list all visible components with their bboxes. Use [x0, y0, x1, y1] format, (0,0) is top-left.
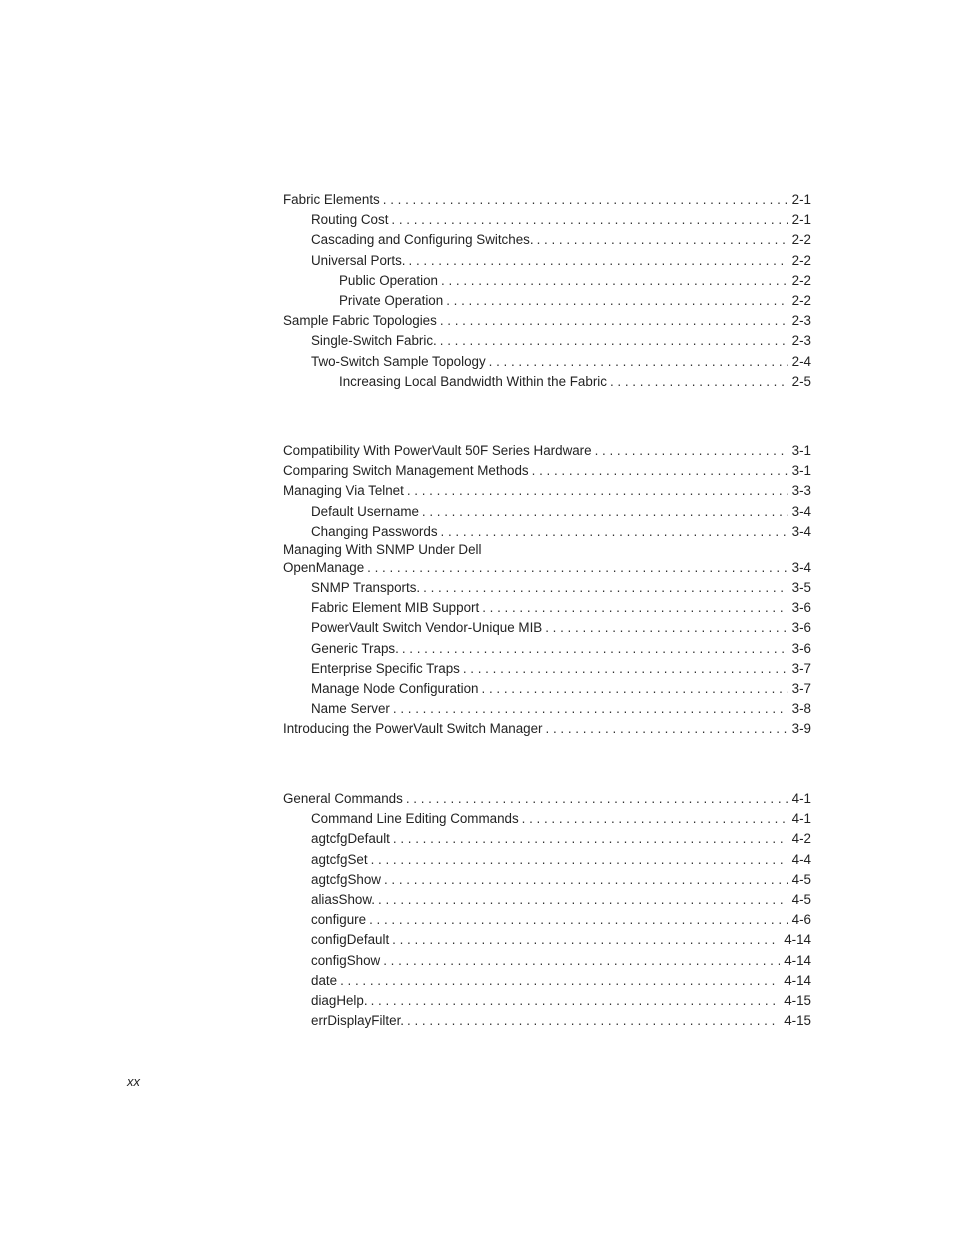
toc-entry-title: Managing Via Telnet: [283, 483, 404, 499]
toc-entry-page: 4-5: [791, 871, 811, 887]
toc-entry-title: Introducing the PowerVault Switch Manager: [283, 721, 543, 737]
dot-leader: [546, 719, 788, 739]
toc-entry-title: General Commands: [283, 791, 403, 806]
dot-leader: [545, 618, 787, 638]
dot-leader: [537, 230, 788, 250]
toc-entry[interactable]: [283, 971, 811, 991]
toc-entry-title: diagHelp.: [311, 992, 368, 1008]
dot-leader: [391, 210, 787, 230]
toc-entry[interactable]: [283, 991, 811, 1011]
toc-entry-page: 4-14: [784, 952, 811, 968]
toc-entry-page: 2-1: [791, 192, 811, 207]
toc-entry-title: errDisplayFilter.: [311, 1013, 405, 1029]
toc-entry[interactable]: [283, 829, 811, 849]
dot-leader: [595, 441, 788, 461]
dot-leader: [371, 850, 788, 870]
toc-entry[interactable]: [283, 1011, 811, 1031]
toc-entry-page: 2-1: [791, 212, 811, 228]
toc-entry-title: Default Username: [311, 503, 419, 519]
toc-entry-title-line1: Managing With SNMP Under Dell: [283, 541, 482, 557]
dot-leader: [371, 991, 781, 1011]
toc-entry-title: aliasShow.: [311, 891, 376, 907]
toc-entry-title: agtcfgShow: [311, 871, 381, 887]
dot-leader: [383, 190, 788, 210]
dot-leader: [407, 481, 788, 501]
toc-entry-title: Changing Passwords: [311, 523, 438, 539]
dot-leader: [402, 639, 788, 659]
toc-entry[interactable]: [283, 291, 811, 311]
toc-entry-page: 3-1: [791, 443, 811, 458]
dot-leader: [441, 522, 788, 542]
dot-leader: [441, 271, 788, 291]
dot-leader: [393, 699, 788, 719]
toc-entry[interactable]: [283, 679, 811, 699]
toc-entry-title: Command Line Editing Commands: [311, 811, 519, 827]
toc-entry-page: 4-5: [791, 891, 811, 907]
dot-leader: [489, 352, 788, 372]
toc-entry-page: 3-6: [791, 620, 811, 636]
toc-entry-page: 2-2: [791, 272, 811, 288]
toc-entry-page: 3-4: [791, 503, 811, 519]
dot-leader: [367, 558, 787, 578]
toc-entry-page: 2-5: [791, 373, 811, 389]
toc-entry[interactable]: [283, 910, 811, 930]
dot-leader: [369, 910, 788, 930]
toc-entry-title: Generic Traps.: [311, 640, 399, 656]
toc-entry-page: 3-8: [791, 701, 811, 717]
toc-entry[interactable]: [283, 271, 811, 291]
toc-entry-title: Two-Switch Sample Topology: [311, 353, 486, 369]
dot-leader: [409, 251, 788, 271]
dot-leader: [446, 291, 787, 311]
toc-entry-page: 3-6: [791, 600, 811, 616]
toc-entry[interactable]: [283, 481, 811, 501]
dot-leader: [422, 502, 788, 522]
toc-section-3: [283, 441, 811, 739]
toc-entry-page: 2-4: [791, 353, 811, 369]
toc-entry-title: SNMP Transports.: [311, 579, 421, 595]
toc-entry[interactable]: [283, 578, 811, 598]
toc-entry[interactable]: [283, 210, 811, 230]
dot-leader: [440, 331, 788, 351]
toc-entry[interactable]: [283, 251, 811, 271]
toc-entry-title: OpenManage: [283, 559, 365, 575]
toc-entry[interactable]: [283, 522, 811, 542]
toc-entry[interactable]: [283, 441, 811, 461]
toc-entry[interactable]: [283, 659, 811, 679]
toc-entry[interactable]: [283, 230, 811, 250]
toc-entry-title: configDefault: [311, 932, 390, 948]
toc-entry-page: 4-1: [791, 791, 811, 806]
toc-entry[interactable]: [283, 699, 811, 719]
toc-entry-page: 3-7: [791, 680, 811, 696]
toc-entry[interactable]: [283, 930, 811, 950]
dot-leader: [482, 679, 788, 699]
dot-leader: [423, 578, 787, 598]
page-number: xx: [127, 1074, 140, 1089]
toc-entry[interactable]: [283, 639, 811, 659]
toc-entry-page: 4-6: [791, 912, 811, 928]
dot-leader: [384, 870, 788, 890]
toc-entry-page: 3-3: [791, 483, 811, 499]
toc-entry-page: 3-1: [791, 463, 811, 479]
toc-entry-title: Increasing Local Bandwidth Within the Fabric: [339, 373, 607, 389]
dot-leader: [532, 461, 788, 481]
toc-entry-page: 4-1: [791, 811, 811, 827]
toc-entry-title: date: [311, 972, 338, 988]
toc-entry-title: Fabric Element MIB Support: [311, 600, 480, 616]
toc-entry-title: Name Server: [311, 701, 390, 717]
toc-entry-page: 3-7: [791, 660, 811, 676]
toc-entry[interactable]: [283, 372, 811, 392]
toc-entry-page: 3-5: [791, 579, 811, 595]
toc-entry-title: Private Operation: [339, 292, 444, 308]
toc-entry-page: 3-6: [791, 640, 811, 656]
toc-entry[interactable]: [283, 719, 811, 739]
toc-entry-title: Enterprise Specific Traps: [311, 660, 460, 676]
toc-entry[interactable]: [283, 461, 811, 481]
toc-entry-title: Universal Ports.: [311, 252, 406, 268]
dot-leader: [610, 372, 788, 392]
toc-entry-page: 3-4: [791, 523, 811, 539]
dot-leader: [393, 829, 788, 849]
toc-entry[interactable]: [283, 542, 811, 578]
toc-entry-title: Compatibility With PowerVault 50F Series Hardware: [283, 443, 592, 458]
toc-section-4: [283, 789, 811, 1031]
toc-entry-page: 4-4: [791, 851, 811, 867]
toc-entry-page: 4-14: [784, 932, 811, 948]
toc-entry-title: agtcfgSet: [311, 851, 368, 867]
toc-entry-title: Manage Node Configuration: [311, 680, 479, 696]
toc-entry-title: PowerVault Switch Vendor-Unique MIB: [311, 620, 543, 636]
toc-entry[interactable]: [283, 598, 811, 618]
toc-entry[interactable]: [283, 870, 811, 890]
toc-entry[interactable]: [283, 352, 811, 372]
toc-entry-page: 4-14: [784, 972, 811, 988]
toc-entry-title: agtcfgDefault: [311, 831, 390, 847]
toc-entry-page: 2-3: [791, 333, 811, 349]
toc-entry[interactable]: [283, 809, 811, 829]
dot-leader: [463, 659, 788, 679]
dot-leader: [406, 789, 788, 809]
toc-entry-page: 4-15: [784, 1013, 811, 1029]
toc-entry[interactable]: [283, 890, 811, 910]
toc-entry-page: 4-2: [791, 831, 811, 847]
toc-entry-title: configShow: [311, 952, 381, 968]
toc-entry[interactable]: [283, 789, 811, 809]
dot-leader: [383, 951, 780, 971]
dot-leader: [407, 1011, 780, 1031]
toc-entry-title: Public Operation: [339, 272, 438, 288]
toc-entry-title: Routing Cost: [311, 212, 389, 228]
dot-leader: [340, 971, 780, 991]
toc-entry-title: Cascading and Configuring Switches.: [311, 232, 534, 248]
dot-leader: [482, 598, 787, 618]
toc-entry-page: 3-9: [791, 721, 811, 737]
toc-entry-title: Comparing Switch Management Methods: [283, 463, 529, 479]
toc-entry[interactable]: [283, 618, 811, 638]
toc-entry-title: Sample Fabric Topologies: [283, 313, 437, 329]
toc-entry-page: 2-2: [791, 252, 811, 268]
toc-entry[interactable]: [283, 502, 811, 522]
dot-leader: [440, 311, 788, 331]
toc-entry-page: 2-2: [791, 232, 811, 248]
toc-entry[interactable]: [283, 951, 811, 971]
toc-entry-page: 2-3: [791, 313, 811, 329]
dot-leader: [378, 890, 788, 910]
toc-entry[interactable]: [283, 190, 811, 210]
toc-entry-page: 3-4: [791, 559, 811, 575]
toc-entry[interactable]: [283, 331, 811, 351]
toc-entry[interactable]: [283, 850, 811, 870]
toc-entry-title: configure: [311, 912, 367, 928]
dot-leader: [522, 809, 788, 829]
toc-entry-title: Single-Switch Fabric.: [311, 333, 437, 349]
toc-section-2: [283, 190, 811, 392]
toc-entry-page: 2-2: [791, 292, 811, 308]
toc-entry-title: Fabric Elements: [283, 192, 380, 207]
toc-entry-page: 4-15: [784, 992, 811, 1008]
toc-entry[interactable]: [283, 311, 811, 331]
dot-leader: [392, 930, 780, 950]
